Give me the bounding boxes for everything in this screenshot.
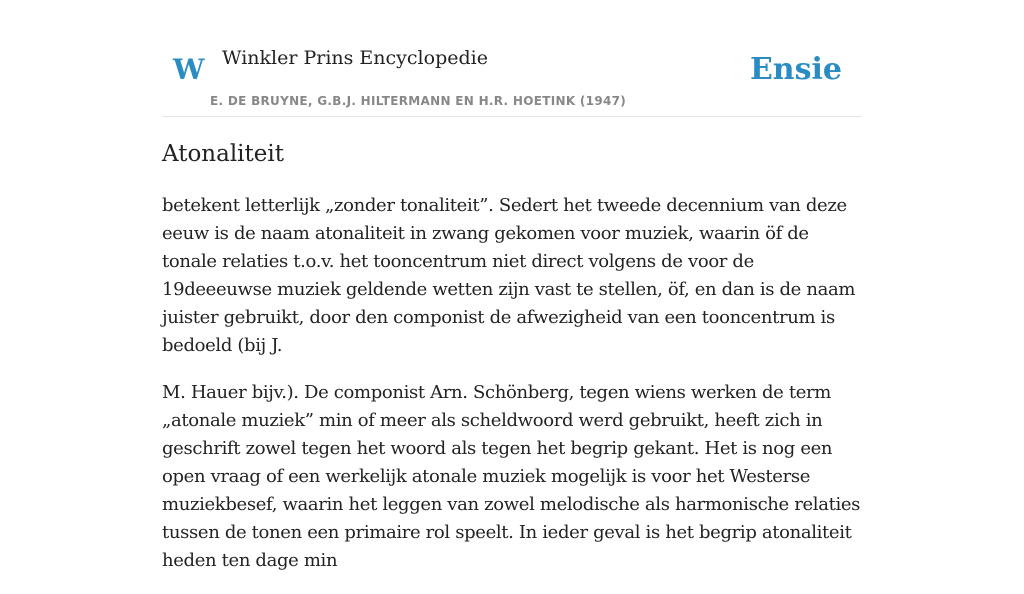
page [162, 0, 862, 571]
publication-authors: E. DE BRUYNE, G.B.J. HILTERMANN EN H.R. HOETINK (1947) [210, 94, 627, 108]
article-paragraph: M. Hauer bijv.). De componist Arn. Schönberg, tegen wiens werken de term „atonale muziek” min of meer als scheldwoord werd gebruikt, heeft zich in geschrift zowel tegen het woord als tegen het begrip gekant. Het is nog een open vraag of een werkelijk atonale muziek mogelijk is voor het Westerse muziekbesef, waarin het leggen van zowel melodische als harmonische relaties tussen de tonen een primaire rol speelt. In ieder geval is het begrip atonaliteit heden ten dage min [162, 382, 861, 571]
article-title: Atonaliteit [162, 141, 284, 167]
ensie-brand-logo[interactable]: Ensie [749, 52, 842, 87]
article-body [162, 192, 862, 594]
winkler-prins-logo[interactable]: W [173, 53, 205, 86]
site-header [162, 0, 862, 117]
publication-title[interactable]: Winkler Prins Encyclopedie [222, 47, 488, 69]
article-paragraph: betekent letterlijk „zonder tonaliteit”. Sedert het tweede decennium van deze eeuw is de naam atonaliteit in zwang gekomen voor muziek, waarin öf de tonale relaties t.o.v. het tooncentrum niet direct volgens de voor de 19deeeuwse muziek geldende wetten zijn vast te stellen, öf, en dan is de naam juister gebruikt, door den componist de afwezigheid van een tooncentrum is bedoeld (bij J. [162, 195, 856, 356]
